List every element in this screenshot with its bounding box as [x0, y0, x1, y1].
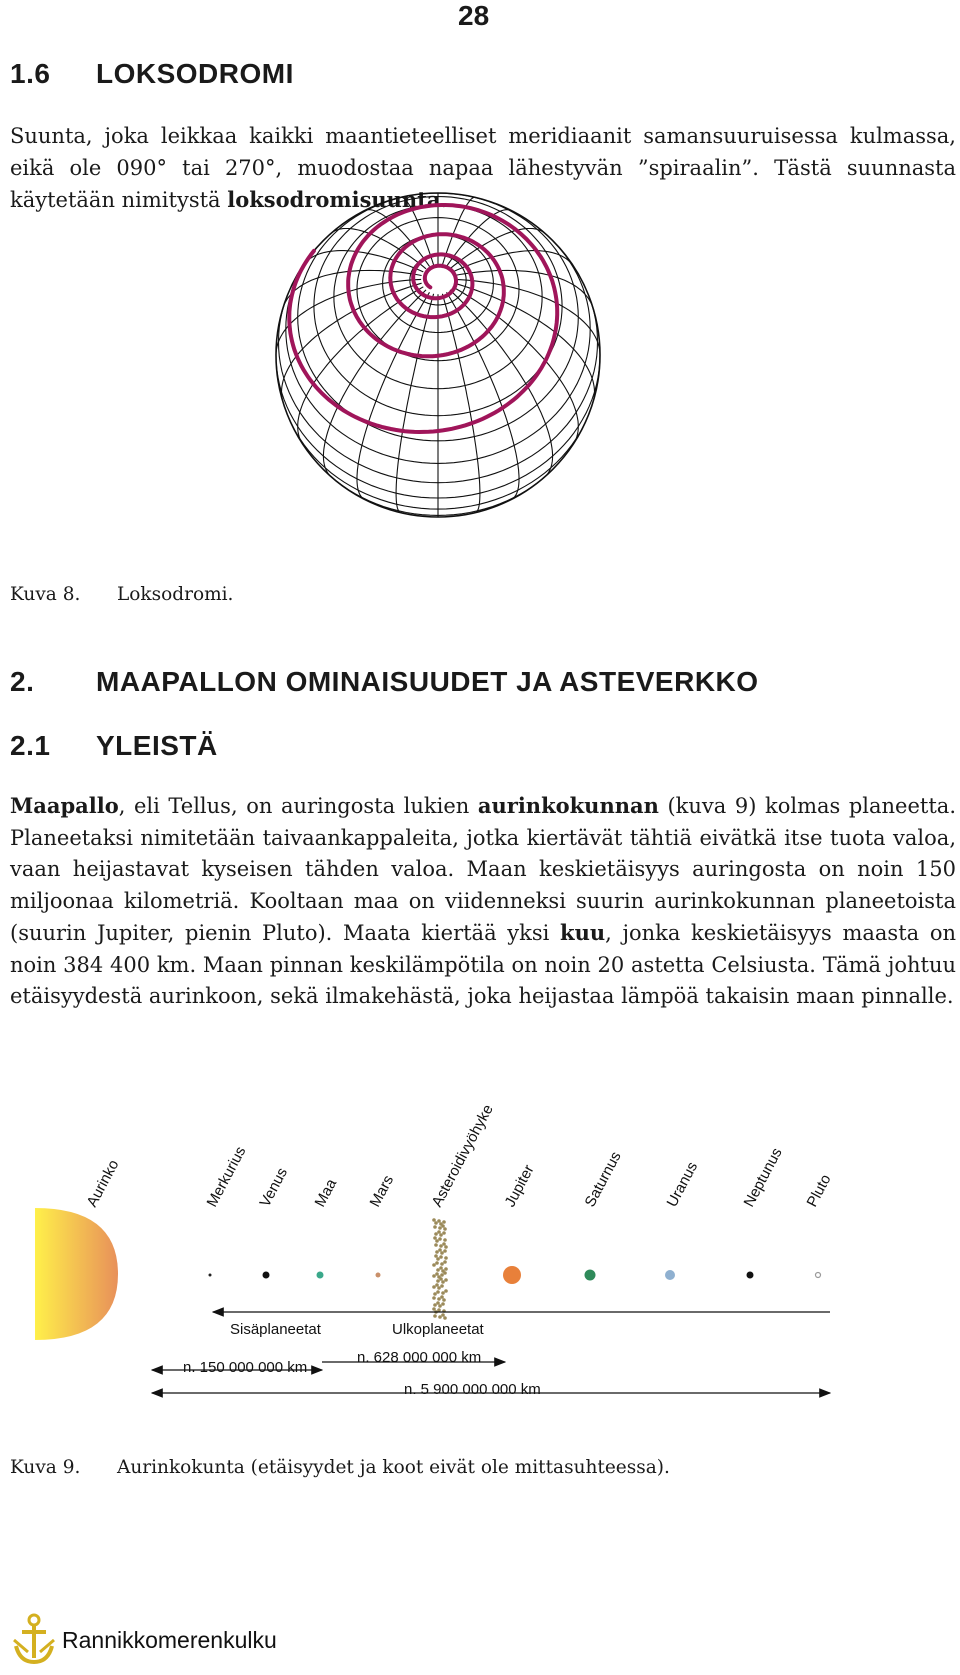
asteroid-dot: [441, 1280, 445, 1284]
sun-shape: [35, 1208, 118, 1340]
asteroid-dot: [432, 1285, 436, 1289]
asteroid-dot: [444, 1256, 448, 1260]
asteroid-dot: [444, 1267, 448, 1271]
asteroid-dot: [443, 1316, 447, 1320]
asteroid-dot: [438, 1304, 442, 1308]
chapter-heading-2: [10, 666, 759, 698]
figure-label: Kuva 9.: [10, 1457, 81, 1478]
body-label-3: Maa: [311, 1176, 341, 1210]
asteroid-dot: [436, 1279, 440, 1283]
figure-caption-text: Loksodromi.: [117, 584, 234, 605]
asteroid-dot: [435, 1261, 439, 1265]
asteroid-dot: [441, 1291, 445, 1295]
asteroid-dot: [439, 1233, 443, 1237]
asteroid-dot: [439, 1222, 443, 1226]
asteroid-dot: [433, 1314, 437, 1318]
planet-8: [747, 1272, 754, 1279]
body-label-2: Venus: [256, 1165, 292, 1210]
asteroid-dot: [438, 1237, 442, 1241]
asteroid-dot: [443, 1227, 447, 1231]
asteroid-dot: [444, 1278, 448, 1282]
bold-term: Maapallo: [10, 793, 119, 818]
body-label-8: Uranus: [663, 1159, 702, 1210]
asteroid-dot: [435, 1250, 439, 1254]
bold-term: aurinkokunnan: [477, 793, 659, 818]
earth-paragraph: [10, 790, 956, 1013]
asteroid-dot: [436, 1257, 440, 1261]
asteroid-dot: [432, 1263, 436, 1267]
asteroid-dot: [436, 1290, 440, 1294]
planet-7: [665, 1270, 675, 1280]
page-number: 28: [458, 0, 490, 31]
planet-6: [585, 1270, 596, 1281]
asteroid-dot: [436, 1268, 440, 1272]
paragraph-text: Suunta, joka leikkaa kaikki maantieteelliset meridiaanit samansuuruisessa kulmassa, eikä ole 090° tai 270°, muodostaa napaa lähestyvän ”spiraalin”. Tästä suunnasta käytetään nimitystä: [10, 124, 956, 212]
asteroid-dot: [437, 1308, 441, 1312]
section-heading-2-1: [10, 730, 218, 762]
asteroid-dot: [443, 1260, 447, 1264]
pluto-distance-label: n. 5 900 000 000 km: [404, 1381, 541, 1398]
asteroid-dot: [442, 1298, 446, 1302]
asteroid-dot: [438, 1315, 442, 1319]
solar-system-diagram: [0, 1100, 960, 1430]
asteroid-dot: [437, 1230, 441, 1234]
outer-planets-label: Ulkoplaneetat: [392, 1321, 484, 1338]
chapter-number: 2.: [10, 666, 35, 697]
planet-9: [816, 1273, 821, 1278]
asteroid-dot: [439, 1255, 443, 1259]
loxodrome-paragraph: [10, 121, 956, 217]
body-label-0: Aurinko: [83, 1156, 123, 1210]
asteroid-dot: [433, 1303, 437, 1307]
asteroid-dot: [440, 1284, 444, 1288]
footer-title: Rannikkomerenkulku: [62, 1627, 277, 1653]
asteroid-dot: [432, 1296, 436, 1300]
asteroid-dot: [442, 1242, 446, 1246]
body-label-6: Jupiter: [501, 1162, 538, 1210]
section-heading-1-6: [10, 58, 294, 90]
asteroid-dot: [443, 1238, 447, 1242]
asteroid-dot: [441, 1269, 445, 1273]
body-label-7: Saturnus: [581, 1148, 625, 1210]
earth-distance-label: n. 150 000 000 km: [183, 1359, 308, 1376]
body-label-10: Pluto: [803, 1171, 835, 1210]
asteroid-dot: [433, 1292, 437, 1296]
paragraph-text: , eli Tellus, on auringosta lukien: [118, 794, 478, 818]
section-number: 2.1: [10, 730, 51, 761]
figure-caption-text: Aurinkokunta (etäisyydet ja koot eivät ole mittasuhteessa).: [117, 1457, 670, 1478]
body-label-4: Mars: [366, 1172, 398, 1210]
asteroid-dot: [442, 1220, 446, 1224]
asteroid-dot: [433, 1236, 437, 1240]
paragraph-text: .: [440, 188, 448, 212]
planet-3: [376, 1273, 381, 1278]
paragraph-text: (kuva 9) kolmas planeetta. Planeetaksi nimitetään taivaankappaleita, jotka kiertävät tähtiä eivätkä itse tuota valoa, vaan heijastavat kyseisen tähden valoa. Maan keskietäisyys auringosta on noin 150 miljoonaa kilometriä. Kooltaan maa on viidenneksi suurin aurinkokunnan planeetoista (suurin Jupiter, pienin Pluto). Maata kiertää yksi: [10, 794, 956, 945]
asteroid-dot: [440, 1251, 444, 1255]
body-label-5: Asteroidivyöhyke: [428, 1101, 497, 1210]
asteroid-dot: [432, 1274, 436, 1278]
loxodrome-globe-figure: [0, 230, 960, 570]
asteroid-dot: [434, 1232, 438, 1236]
asteroid-dot: [437, 1286, 441, 1290]
asteroid-dot: [434, 1254, 438, 1258]
asteroid-dot: [437, 1297, 441, 1301]
asteroid-dot: [434, 1221, 438, 1225]
figure-8-caption: [10, 584, 233, 605]
section-number: 1.6: [10, 58, 51, 89]
bold-term: kuu: [560, 920, 606, 945]
asteroid-dot: [435, 1239, 439, 1243]
figure-9-caption: [10, 1457, 670, 1478]
asteroid-dot: [440, 1295, 444, 1299]
asteroid-dot: [432, 1218, 436, 1222]
planet-0: [209, 1274, 212, 1277]
asteroid-dot: [437, 1275, 441, 1279]
section-title: LOKSODROMI: [96, 58, 294, 89]
asteroid-dot: [437, 1219, 441, 1223]
asteroid-dot: [439, 1266, 443, 1270]
asteroid-dot: [440, 1273, 444, 1277]
asteroid-dot: [436, 1301, 440, 1305]
chapter-title: MAAPALLON OMINAISUUDET JA ASTEVERKKO: [96, 666, 759, 697]
body-label-1: Merkurius: [203, 1143, 250, 1210]
asteroid-dot: [439, 1244, 443, 1248]
anchor-emblem-icon: [10, 1610, 62, 1670]
section-title: YLEISTÄ: [96, 730, 218, 761]
asteroid-dot: [438, 1226, 442, 1230]
asteroid-dot: [441, 1313, 445, 1317]
planet-5: [503, 1266, 521, 1284]
body-label-9: Neptunus: [740, 1145, 786, 1210]
asteroid-dot: [438, 1248, 442, 1252]
footer: [10, 1610, 340, 1670]
asteroid-dot: [432, 1307, 436, 1311]
asteroid-dot: [444, 1245, 448, 1249]
asteroid-dot: [443, 1249, 447, 1253]
asteroid-dot: [433, 1225, 437, 1229]
asteroid-dot: [435, 1283, 439, 1287]
jupiter-distance-label: n. 628 000 000 km: [357, 1349, 482, 1366]
planet-2: [317, 1272, 324, 1279]
asteroid-dot: [434, 1243, 438, 1247]
bold-term: loksodromisuunta: [227, 187, 441, 212]
asteroid-dot: [442, 1231, 446, 1235]
planet-1: [263, 1272, 270, 1279]
figure-label: Kuva 8.: [10, 584, 81, 605]
asteroid-dot: [440, 1262, 444, 1266]
asteroid-dot: [435, 1272, 439, 1276]
inner-planets-label: Sisäplaneetat: [230, 1321, 321, 1338]
asteroid-dot: [444, 1289, 448, 1293]
paragraph-text: , jonka keskietäisyys maasta on noin 384 400 km. Maan pinnan keskilämpötila on noin 20 astetta Celsiusta. Tämä johtuu etäisyydestä aurinkoon, sekä ilmakehästä, joka heijastaa lämpöä takaisin maan pinnalle.: [10, 921, 956, 1008]
asteroid-dot: [441, 1302, 445, 1306]
